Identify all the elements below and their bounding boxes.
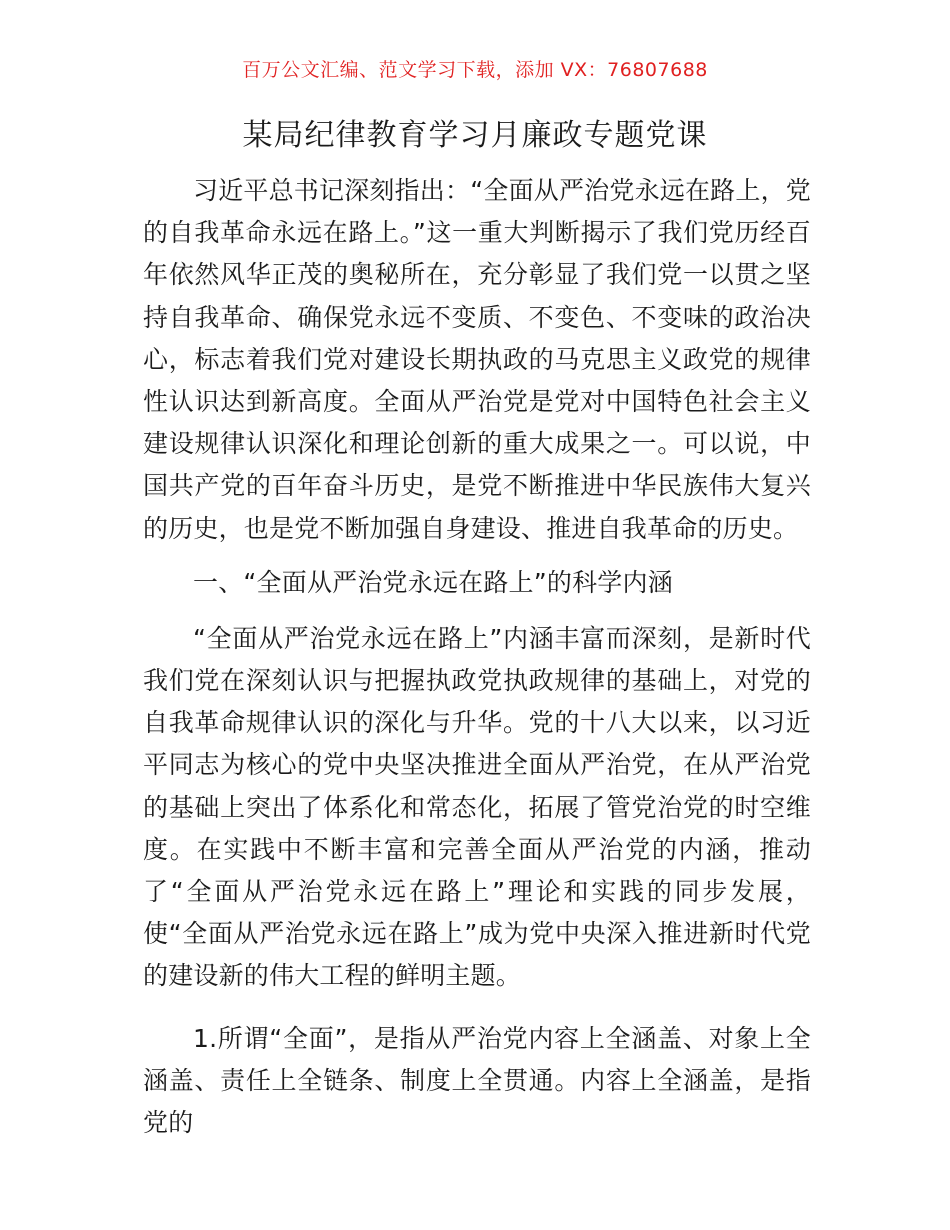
section-paragraph: “全面从严治党永远在路上”内涵丰富而深刻，是新时代我们党在深刻认识与把握执政党执政规律的基础上，对党的自我革命规律认识的深化与升华。党的十八大以来，以习近平同志为核心的党中央坚决推进全面从严治党，在从严治党的基础上突出了体系化和常态化，拓展了管党治党的时空维度。在实践中不断丰富和完善全面从严治党的内涵，推动了“全面从严治党永远在路上”理论和实践的同步发展，使“全面从严治党永远在路上”成为党中央深入推进新时代党的建设新的伟大工程的鲜明主题。 xyxy=(143,623,811,991)
intro-paragraph: 习近平总书记深刻指出：“全面从严治党永远在路上，党的自我革命永远在路上。”这一重大判断揭示了我们党历经百年依然风华正茂的奥秘所在，充分彰显了我们党一以贯之坚持自我革命、确保党永远不变质、不变色、不变味的政治决心，标志着我们党对建设长期执政的马克思主义政党的规律性认识达到新高度。全面从严治党是党对中国特色社会主义建设规律认识深化和理论创新的重大成果之一。可以说，中国共产党的百年奋斗历史，是党不断推进中华民族伟大复兴的历史，也是党不断加强自身建设、推进自我革命的历史。 xyxy=(143,176,811,543)
document-body xyxy=(143,170,811,1144)
numbered-paragraph: 1.所谓“全面”，是指从严治党内容上全涵盖、对象上全涵盖、责任上全链条、制度上全贯通。内容上全涵盖，是指党的 xyxy=(143,1023,811,1138)
document-title: 某局纪律教育学习月廉政专题党课 xyxy=(242,118,708,153)
section-heading: 一、“全面从严治党永远在路上”的科学内涵 xyxy=(193,567,673,597)
watermark-header: 百万公文汇编、范文学习下载，添加 VX：76807688 xyxy=(242,59,708,81)
